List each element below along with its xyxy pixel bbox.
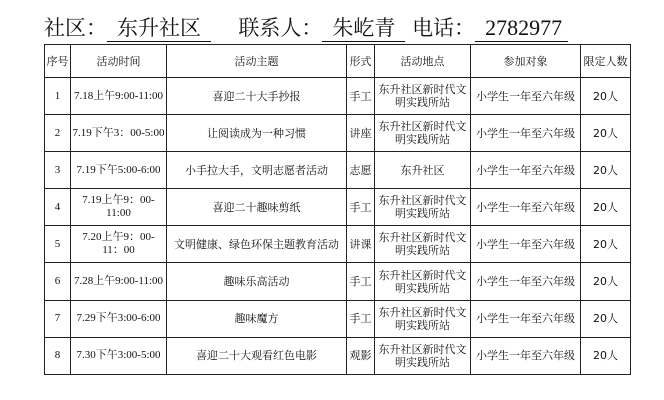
cell-location: 东升社区新时代文明实践所站	[375, 226, 471, 263]
cell-location: 东升社区新时代文明实践所站	[375, 189, 471, 226]
contact-label: 联系人：	[238, 16, 323, 40]
cell-location: 东升社区新时代文明实践所站	[375, 337, 471, 374]
cell-location: 东升社区	[375, 152, 471, 189]
cell-limit: 20人	[581, 226, 631, 263]
cell-time: 7.29下午3:00-6:00	[71, 300, 167, 337]
cell-location: 东升社区新时代文明实践所站	[375, 263, 471, 300]
col-header-form: 形式	[347, 45, 375, 78]
cell-time: 7.30下午3:00-5:00	[71, 337, 167, 374]
cell-time: 7.18上午9:00-11:00	[71, 78, 167, 115]
cell-no: 3	[45, 152, 71, 189]
cell-audience: 小学生一年至六年级	[471, 300, 581, 337]
cell-theme: 喜迎二十趣味剪纸	[167, 189, 347, 226]
cell-audience: 小学生一年至六年级	[471, 189, 581, 226]
cell-no: 8	[45, 337, 71, 374]
cell-theme: 让阅读成为一种习惯	[167, 115, 347, 152]
cell-form: 讲座	[347, 115, 375, 152]
cell-form: 志愿	[347, 152, 375, 189]
document-header	[44, 12, 654, 42]
cell-audience: 小学生一年至六年级	[471, 78, 581, 115]
cell-audience: 小学生一年至六年级	[471, 337, 581, 374]
col-header-audience: 参加对象	[471, 45, 581, 78]
cell-limit: 20人	[581, 189, 631, 226]
cell-theme: 喜迎二十大观看红色电影	[167, 337, 347, 374]
cell-audience: 小学生一年至六年级	[471, 226, 581, 263]
cell-location: 东升社区新时代文明实践所站	[375, 300, 471, 337]
cell-audience: 小学生一年至六年级	[471, 115, 581, 152]
cell-form: 手工	[347, 263, 375, 300]
phone-value: 2782977	[475, 15, 568, 42]
cell-form: 手工	[347, 300, 375, 337]
community-label: 社区：	[44, 16, 107, 40]
col-header-no: 序号	[45, 45, 71, 78]
table-row	[45, 115, 631, 152]
col-header-time: 活动时间	[71, 45, 167, 78]
community-value: 东升社区	[107, 15, 211, 42]
cell-location: 东升社区新时代文明实践所站	[375, 115, 471, 152]
cell-time: 7.19上午9：00-11:00	[71, 189, 167, 226]
cell-time: 7.19下午5:00-6:00	[71, 152, 167, 189]
contact-value: 朱屹青	[322, 15, 405, 42]
cell-theme: 文明健康、绿色环保主题教育活动	[167, 226, 347, 263]
cell-theme: 趣味乐高活动	[167, 263, 347, 300]
table-row	[45, 337, 631, 374]
cell-limit: 20人	[581, 152, 631, 189]
phone-label: 电话：	[412, 16, 476, 40]
cell-audience: 小学生一年至六年级	[471, 263, 581, 300]
cell-theme: 小手拉大手，文明志愿者活动	[167, 152, 347, 189]
col-header-theme: 活动主题	[167, 45, 347, 78]
cell-no: 6	[45, 263, 71, 300]
table-row	[45, 189, 631, 226]
cell-form: 手工	[347, 189, 375, 226]
cell-time: 7.28上午9:00-11:00	[71, 263, 167, 300]
cell-limit: 20人	[581, 263, 631, 300]
cell-time: 7.19下午3：00-5:00	[71, 115, 167, 152]
cell-limit: 20人	[581, 115, 631, 152]
table-row	[45, 300, 631, 337]
cell-limit: 20人	[581, 78, 631, 115]
table-row	[45, 152, 631, 189]
cell-no: 7	[45, 300, 71, 337]
cell-location: 东升社区新时代文明实践所站	[375, 78, 471, 115]
cell-theme: 趣味魔方	[167, 300, 347, 337]
table-row	[45, 226, 631, 263]
cell-no: 1	[45, 78, 71, 115]
cell-no: 4	[45, 189, 71, 226]
cell-no: 5	[45, 226, 71, 263]
col-header-location: 活动地点	[375, 45, 471, 78]
cell-form: 手工	[347, 78, 375, 115]
table-header-row	[45, 45, 631, 78]
table-row	[45, 263, 631, 300]
cell-limit: 20人	[581, 337, 631, 374]
col-header-limit: 限定人数	[581, 45, 631, 78]
cell-form: 观影	[347, 337, 375, 374]
cell-form: 讲课	[347, 226, 375, 263]
cell-theme: 喜迎二十大手抄报	[167, 78, 347, 115]
cell-no: 2	[45, 115, 71, 152]
activity-table	[44, 44, 631, 375]
table-row	[45, 78, 631, 115]
cell-limit: 20人	[581, 300, 631, 337]
cell-time: 7.20上午9：00-11：00	[71, 226, 167, 263]
cell-audience: 小学生一年至六年级	[471, 152, 581, 189]
